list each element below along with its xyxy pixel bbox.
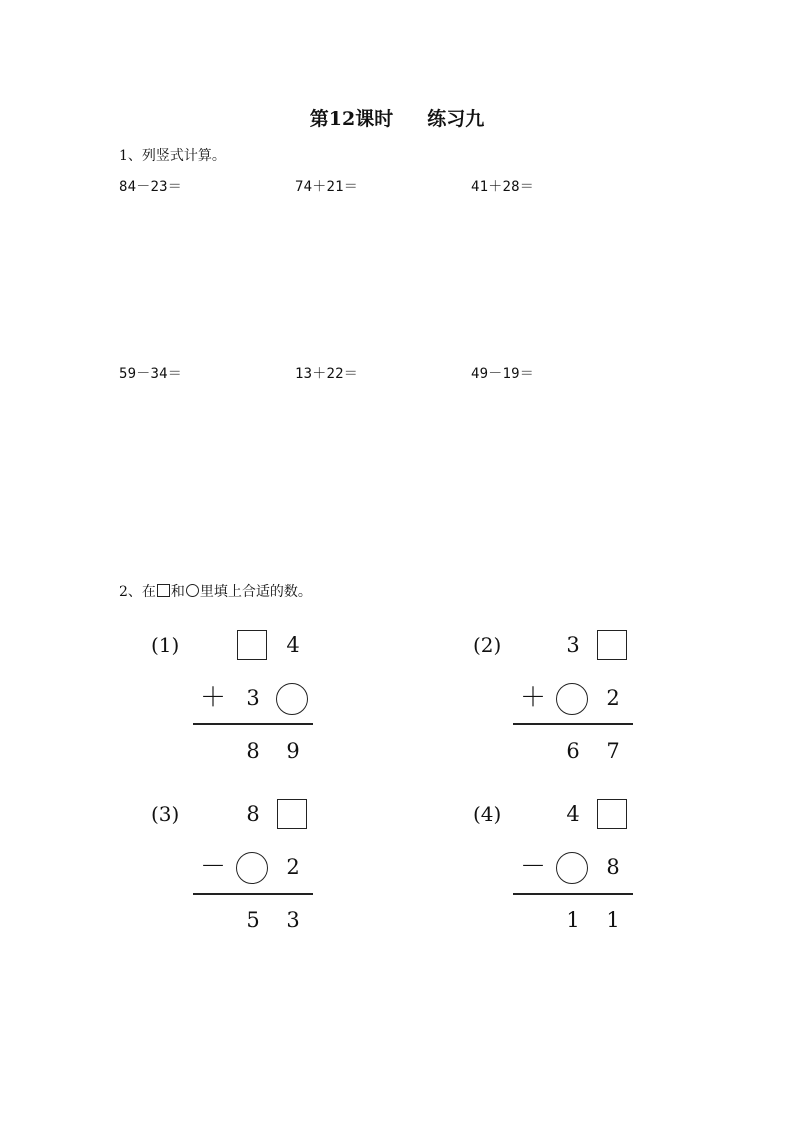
answer-box[interactable] (597, 799, 627, 829)
result-ones: 7 (606, 739, 620, 763)
result-tens: 6 (566, 739, 580, 763)
bottom-digit: 8 (606, 855, 620, 879)
sum-line (513, 723, 633, 725)
result-ones: 3 (286, 908, 300, 932)
expression-6: 49－19＝ (471, 366, 534, 382)
expression-2: 74＋21＝ (295, 179, 358, 195)
result-ones: 9 (286, 739, 300, 763)
answer-circle[interactable] (236, 852, 268, 884)
answer-circle[interactable] (276, 683, 308, 715)
top-digit: 8 (246, 802, 260, 826)
lesson-name: 练习九 (427, 108, 485, 130)
heading-text-post: 里填上合适的数。 (199, 584, 312, 600)
operator-sign: ＋ (519, 683, 546, 713)
answer-box[interactable] (237, 630, 267, 660)
bottom-digit: 2 (286, 855, 300, 879)
result-ones: 1 (606, 908, 620, 932)
expression-3: 41＋28＝ (471, 179, 534, 195)
result-tens: 5 (246, 908, 260, 932)
top-digit: 4 (286, 633, 300, 657)
problem-label: (4) (473, 802, 502, 826)
problem-label: (1) (151, 633, 180, 657)
top-digit: 4 (566, 802, 580, 826)
question-1-heading: 1、列竖式计算。 (119, 148, 226, 164)
operator-sign: ＋ (199, 683, 226, 713)
operator-sign: － (199, 852, 226, 882)
problem-label: (3) (151, 802, 180, 826)
page-title (0, 104, 794, 131)
expression-4: 59－34＝ (119, 366, 182, 382)
result-tens: 8 (246, 739, 260, 763)
bottom-digit: 3 (246, 686, 260, 710)
answer-circle[interactable] (556, 683, 588, 715)
answer-box[interactable] (277, 799, 307, 829)
answer-box[interactable] (597, 630, 627, 660)
operator-sign: － (519, 852, 546, 882)
heading-text-pre: 2、在 (119, 584, 156, 600)
sum-line (193, 723, 313, 725)
top-digit: 3 (566, 633, 580, 657)
result-tens: 1 (566, 908, 580, 932)
lesson-number: 第12课时 (309, 108, 394, 130)
expression-1: 84－23＝ (119, 179, 182, 195)
difference-line (513, 893, 633, 895)
bottom-digit: 2 (606, 686, 620, 710)
expression-5: 13＋22＝ (295, 366, 358, 382)
difference-line (193, 893, 313, 895)
heading-text-mid: 和 (170, 584, 185, 600)
answer-circle[interactable] (556, 852, 588, 884)
circle-icon (186, 584, 199, 597)
question-2-heading (119, 581, 312, 601)
square-icon (157, 584, 170, 597)
problem-label: (2) (473, 633, 502, 657)
